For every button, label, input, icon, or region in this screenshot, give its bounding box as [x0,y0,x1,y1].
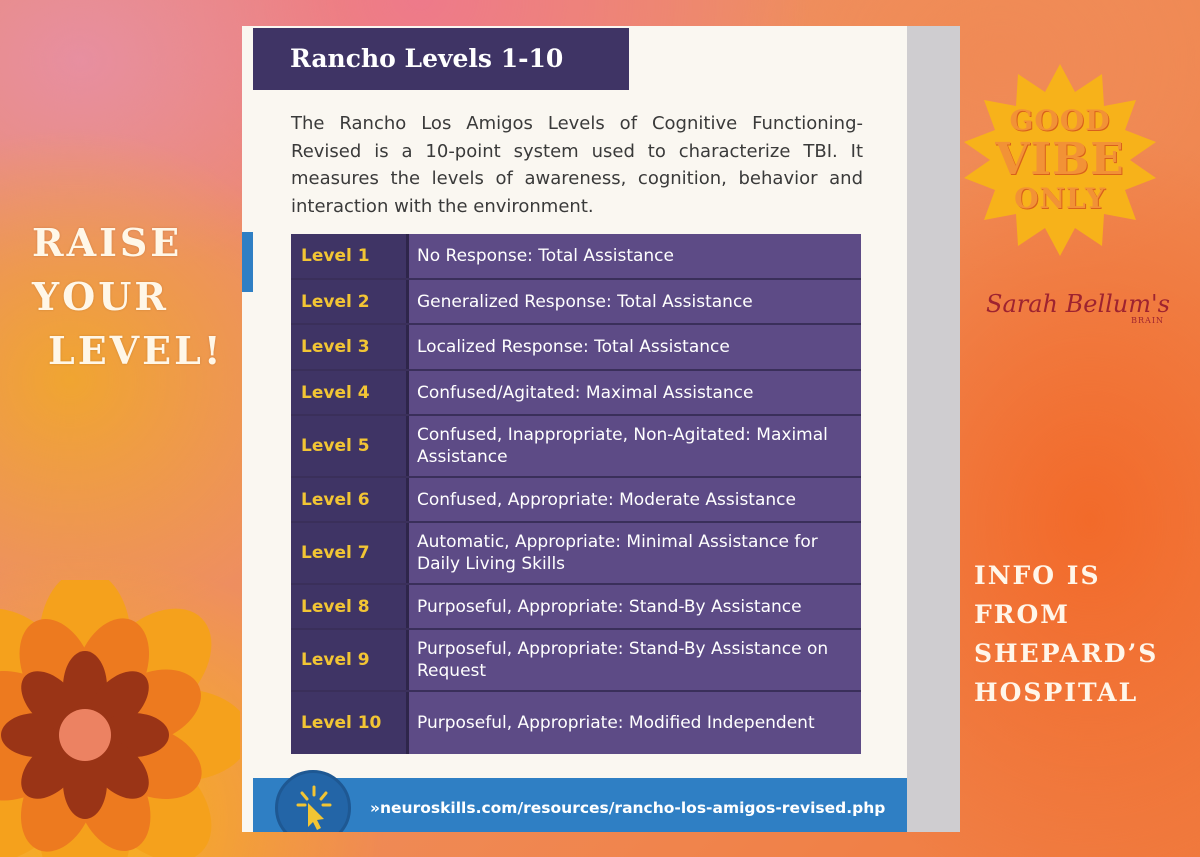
badge-text [962,104,1158,216]
level-description: Purposeful, Appropriate: Stand-By Assistance [409,585,861,628]
table-row [291,692,861,754]
cursor-click-icon[interactable] [275,770,351,832]
table-row [291,325,861,371]
table-row [291,523,861,585]
source-link[interactable]: »neuroskills.com/resources/rancho-los-amigos-revised.php [370,799,886,817]
level-description: Localized Response: Total Assistance [409,325,861,369]
level-name: Level 7 [291,523,409,583]
card-gutter [907,26,960,832]
signature-logo [986,290,1186,325]
signature-name: Sarah Bellum's [986,290,1170,318]
badge-line-3: ONLY [1014,182,1106,215]
title-bar [253,28,629,90]
table-row [291,234,861,280]
level-name: Level 10 [291,692,409,754]
info-line-2: FROM [974,600,1070,629]
level-description: Confused/Agitated: Maximal Assistance [409,371,861,414]
level-name: Level 6 [291,478,409,521]
level-description: Confused, Appropriate: Moderate Assistance [409,478,861,521]
level-description: Confused, Inappropriate, Non-Agitated: Maximal Assistance [409,416,861,476]
level-name: Level 3 [291,325,409,369]
level-name: Level 9 [291,630,409,690]
level-name: Level 4 [291,371,409,414]
slogan-line-3: LEVEL! [48,328,224,373]
level-name: Level 1 [291,234,409,278]
badge-line-2: VIBE [995,134,1125,185]
table-row [291,280,861,325]
info-line-1: INFO IS [974,561,1101,590]
table-row [291,416,861,478]
info-line-4: HOSPITAL [974,678,1139,707]
slogan-line-2: YOUR [32,274,169,319]
flower-decoration [0,580,240,857]
left-accent-tab [242,232,253,292]
slogan-raise-your-level [32,216,232,378]
info-source-note [974,556,1189,712]
card-description: The Rancho Los Amigos Levels of Cognitive Functioning-Revised is a 10-point system used to characterize TBI. It measures the levels of awareness, cognition, behavior and interaction with the environment. [291,113,863,217]
table-row [291,630,861,692]
rancho-levels-card [242,26,960,832]
signature-sub: BRAIN [1131,316,1164,325]
level-name: Level 2 [291,280,409,323]
level-description: Generalized Response: Total Assistance [409,280,861,323]
level-description: Automatic, Appropriate: Minimal Assistance for Daily Living Skills [409,523,861,583]
table-row [291,371,861,416]
badge-line-1: GOOD [1009,104,1111,137]
info-line-3: SHEPARD’S [974,639,1159,668]
level-name: Level 8 [291,585,409,628]
level-name: Level 5 [291,416,409,476]
slogan-line-1: RAISE [32,220,183,265]
table-row [291,585,861,630]
level-description: Purposeful, Appropriate: Modified Independent [409,692,861,754]
level-description: No Response: Total Assistance [409,234,861,278]
levels-table [291,234,861,754]
card-title: Rancho Levels 1-10 [290,44,564,73]
level-description: Purposeful, Appropriate: Stand-By Assistance on Request [409,630,861,690]
table-row [291,478,861,523]
